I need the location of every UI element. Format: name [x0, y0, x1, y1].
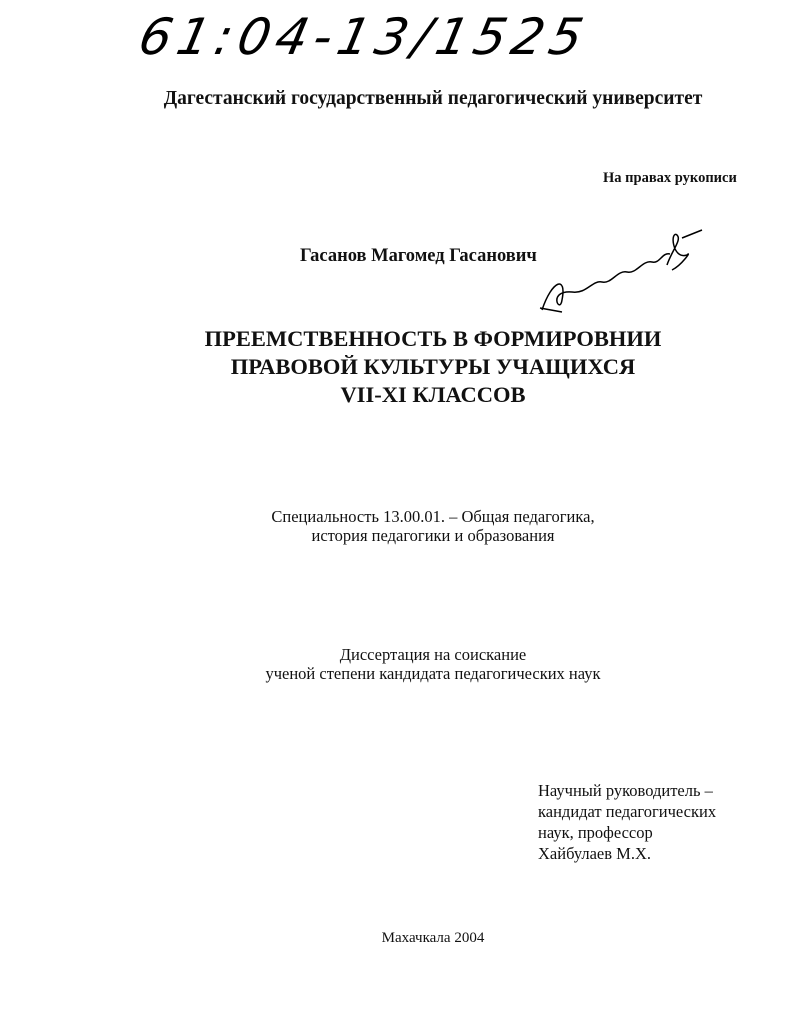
title-line: ПРАВОВОЙ КУЛЬТУРЫ УЧАЩИХСЯ — [230, 354, 636, 379]
dissertation-title — [0, 325, 791, 409]
title-line: VII-XI КЛАССОВ — [340, 382, 526, 407]
specialty-line: история педагогики и образования — [311, 526, 555, 545]
title-line: ПРЕЕМСТВЕННОСТЬ В ФОРМИРОВНИИ — [204, 326, 662, 351]
supervisor-line: Научный руководитель – — [538, 781, 713, 800]
handwritten-catalog-number: 61:04-13/1525 — [133, 8, 595, 66]
author-name: Гасанов Магомед Гасанович — [300, 246, 537, 266]
author-signature — [532, 220, 712, 330]
specialty — [0, 507, 791, 545]
manuscript-rights-note: На правах рукописи — [603, 170, 737, 186]
degree-line: Диссертация на соискание — [339, 645, 527, 664]
supervisor-block — [538, 780, 716, 864]
city-year: Махачкала 2004 — [381, 930, 485, 946]
supervisor-line: кандидат педагогических — [538, 802, 717, 821]
degree-line: ученой степени кандидата педагогических наук — [265, 664, 601, 683]
specialty-line: Специальность 13.00.01. – Общая педагогика, — [271, 507, 595, 526]
university-name: Дагестанский государственный педагогический университет — [163, 88, 703, 109]
supervisor-line: Хайбулаев М.Х. — [538, 844, 651, 863]
supervisor-line: наук, профессор — [538, 823, 653, 842]
degree-statement — [0, 645, 791, 683]
